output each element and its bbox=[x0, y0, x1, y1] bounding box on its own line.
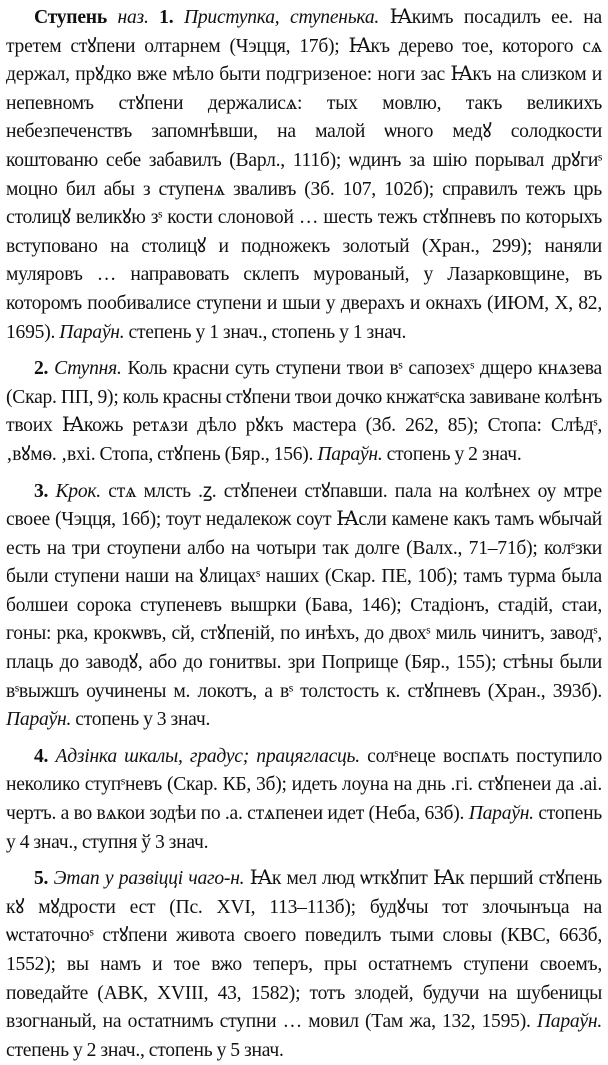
sense-4-compare: стопень у 4 знач., ступня ў 3 знач. bbox=[6, 803, 602, 853]
sense-2-citations: Коль красни суть ступени твои вˢ сапозехˢ дщеро кнѧзева (Скар. ПП, 9); коль красны стꙋпени твои дочко кнжатˢска завиване колѣнъ твоих Ꙗкожь ретѧзи дѣло рꙋкъ мастера (Зб. 262, 85); Стопа: Слѣдˢ, ‚вꙋмѳ. ‚вхі. Стопа, стꙋпень (Бяр., 156). bbox=[6, 358, 602, 465]
sense-5-compare-label: Параўн. bbox=[536, 1011, 602, 1033]
sense-1 bbox=[6, 4, 602, 347]
sense-5 bbox=[6, 865, 602, 1065]
sense-3 bbox=[6, 478, 602, 735]
sense-2 bbox=[6, 355, 602, 469]
sense-2-compare-label: Параўн. bbox=[317, 443, 383, 465]
sense-1-citations: Ꙗкимъ посадилъ ее. на третем стꙋпени олтарнем (Чэцця, 17б); Ꙗкъ дерево тое, которого сѧ держал, прꙋдко вже мѣло быти подгризеное: ноги зас Ꙗкъ на слизком и непевномъ стꙋпени держалисѧ: тых мовлю, такъ великихъ небезпеченствъ запомнѣвши, на малой ѡного медꙋ солодкости коштованю себе забавилъ (Варл., 111б); ѡдинъ за шію порывал дрꙋгиˢ моцно бил абы з ступенѧ звaливъ (Зб. 107, 102б); справилъ тежъ црь столицꙋ великꙋю зˢ кости слоновой … шесть тежъ стꙋпневъ по которыхъ вступовано на столицꙋ и подножекъ золотый (Хран., 299); наняли муляровъ … направовать склепъ мурованый, у Лазарковщине, въ которомъ пообивалисе ступени и шыи у дверахъ и окнахъ (ИЮМ, X, 82, 1695). bbox=[6, 7, 602, 343]
sense-5-citations: Ꙗк мел люд ѡткꙋпит Ꙗк перший стꙋпень кꙋ мꙋдрости ест (Пс. XVI, 113–113б); будꙋчы тот злочынъца на ѡстаточноˢ стꙋпени живота своего поведилъ тыми словы (КВС, 663б, 1552); вы намъ и тое вжо теперъ, пры остатнемъ ступени своемъ, поведайте (АВК, XVIII, 43, 1582); тотъ злодей, будучи на шубеницы взогнаный, на остатнимъ ступни … мовил (Там жа, 132, 1595). bbox=[6, 868, 602, 1033]
sense-1-label: наз. bbox=[117, 7, 149, 28]
sense-3-compare-label: Параўн. bbox=[6, 709, 72, 731]
sense-2-number: 2. bbox=[34, 358, 49, 380]
sense-1-number: 1. bbox=[159, 7, 174, 28]
sense-2-compare: стопень у 2 знач. bbox=[386, 443, 522, 465]
sense-2-gloss: Ступня. bbox=[54, 358, 122, 380]
dictionary-entry bbox=[6, 4, 602, 1065]
sense-3-gloss: Крок. bbox=[55, 480, 101, 502]
sense-3-compare: стопень у 3 знач. bbox=[75, 709, 211, 731]
sense-4-compare-label: Параўн. bbox=[468, 803, 534, 825]
sense-4-gloss: Адзінка шкалы, градус; працягласць. bbox=[55, 745, 360, 767]
sense-3-citations: стѧ млсть .ꙁ. стꙋпенеи стꙋпавши. пала на колѣнех оу мтре своее (Чэцця, 16б); тоут недалекож соут Ꙗсли камене какъ тамъ ѡбычай есть на три стоупени албо на чотыри так долге (Валх., 71–71б); колˢзки были ступени наши на ꙋлицахˢ наших (Скар. ПЕ, 10б); тамъ турма была болшеи сорока ступеневъ вышрки (Бава, 146); Стадіонъ, стадій, стаи, гоны: рка, крокѡвъ, сй, стꙋпеній, по инѣхъ, до двохˢ миль чинитъ, заводˢ, плаць до заводꙋ, або до гонитвы. зри Поприще (Бяр., 155); стѣны были вˢвыжшъ оучинены м. локотъ, а вˢ толстость к. стꙋпневъ (Хран., 393б). bbox=[6, 480, 603, 702]
sense-4-citations: солˢнеце воспѧть поступило неколико ступˢневъ (Скар. КБ, 3б); идеть лоуна на днь .гі. стꙋпенеи да .аі. чертъ. а во вѧкои зодѣи по .а. стѧпенеи идет (Неба, 63б). bbox=[6, 745, 602, 825]
sense-1-compare: степень у 1 знач., стопень у 1 знач. bbox=[128, 321, 407, 343]
sense-5-compare: степень у 2 знач., стопень у 5 знач. bbox=[6, 1039, 284, 1061]
sense-4 bbox=[6, 743, 602, 857]
sense-3-number: 3. bbox=[34, 480, 49, 502]
sense-1-compare-label: Параўн. bbox=[59, 321, 125, 343]
sense-1-gloss: Приступка, ступенька. bbox=[183, 7, 380, 28]
headword: Ступень bbox=[34, 7, 107, 28]
sense-4-number: 4. bbox=[34, 745, 49, 767]
sense-5-number: 5. bbox=[34, 868, 49, 890]
sense-5-gloss: Этап у развіцці чаго-н. bbox=[53, 868, 245, 890]
